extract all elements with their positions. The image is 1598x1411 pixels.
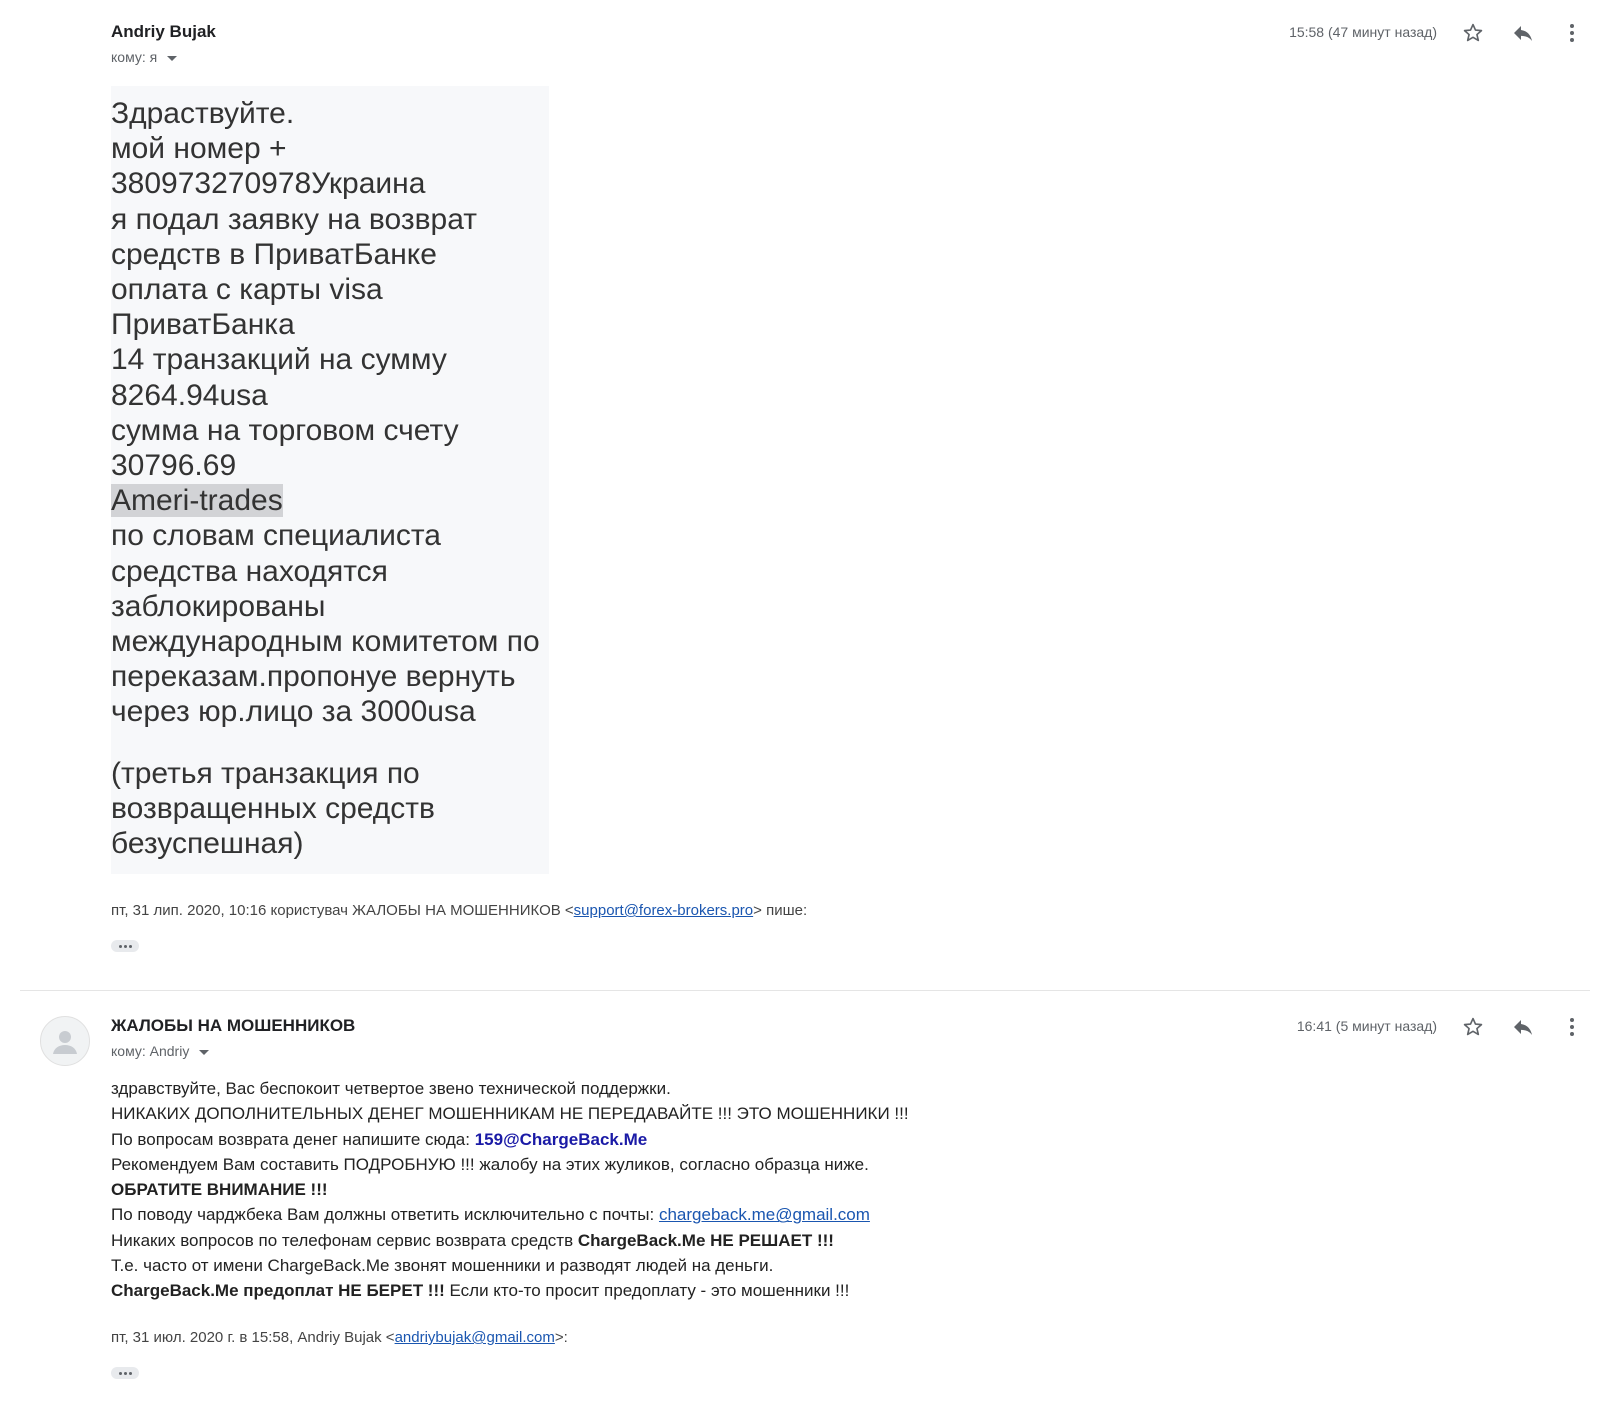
body-line: ПриватБанка xyxy=(111,308,295,342)
reply-button[interactable] xyxy=(1509,1013,1537,1041)
chargeback-email-link[interactable]: chargeback.me@gmail.com xyxy=(658,1205,870,1225)
more-vert-icon xyxy=(1569,1017,1575,1037)
attention-heading: ОБРАТИТЕ ВНИМАНИЕ !!! xyxy=(111,1180,328,1200)
body-line: 14 транзакций на сумму xyxy=(111,343,447,377)
body-line: средства находятся xyxy=(111,554,388,588)
body-line: я подал заявку на возврат xyxy=(111,202,477,236)
quote-header: пт, 31 июл. 2020 г. в 15:58, Andriy Bujak <andriybujak@gmail.com>: xyxy=(111,1329,568,1346)
sender-name: ЖАЛОБЫ НА МОШЕННИКОВ xyxy=(111,1016,356,1035)
body-line: 30796.69 xyxy=(111,449,237,483)
recipient-label: кому: я xyxy=(111,49,158,65)
star-icon xyxy=(1462,1016,1484,1038)
body-note-line: (третья транзакция по xyxy=(111,756,420,790)
star-button[interactable] xyxy=(1459,1013,1487,1041)
quote-email-link[interactable]: support@forex-brokers.pro xyxy=(573,902,754,919)
body-line: переказам.пропонуе вернуть xyxy=(111,660,516,694)
body-line: НИКАКИХ ДОПОЛНИТЕЛЬНЫХ ДЕНЕГ МОШЕННИКАМ НЕ ПЕРЕДАВАЙТЕ !!! ЭТО МОШЕННИКИ !!! xyxy=(111,1104,909,1124)
message-body xyxy=(111,1076,909,1304)
recipient-dropdown[interactable] xyxy=(111,1043,209,1059)
ellipsis-icon xyxy=(119,1372,122,1375)
support-email-link[interactable]: 159@ChargeBack.Me xyxy=(474,1129,648,1149)
body-line: Здраствуйте. xyxy=(111,97,295,130)
quote-email-link[interactable]: andriybujak@gmail.com xyxy=(394,1329,555,1346)
timestamp: 15:58 (47 минут назад) xyxy=(1289,24,1437,40)
body-note-line: безуспешная) xyxy=(111,827,304,861)
body-line: по словам специалиста xyxy=(111,519,441,553)
body-line: оплата с карты visa xyxy=(111,273,383,307)
avatar xyxy=(40,1016,90,1066)
more-options-button[interactable] xyxy=(1558,1013,1586,1041)
quote-header: пт, 31 лип. 2020, 10:16 користувач ЖАЛОБЫ НА МОШЕННИКОВ <support@forex-brokers.pro> пише: xyxy=(111,902,808,919)
body-line: здравствуйте, Вас беспокоит четвертое звено технической поддержки. xyxy=(111,1079,671,1098)
body-line: международным комитетом по xyxy=(111,625,540,659)
body-line: ChargeBack.Me предоплат НЕ БЕРЕТ !!! Если кто-то просит предоплату - это мошенники !!! xyxy=(111,1281,850,1301)
sender-name: Andriy Bujak xyxy=(111,22,216,41)
recipient-label: кому: Andriy xyxy=(111,1043,190,1059)
body-line: Никаких вопросов по телефонам сервис возврата средств ChargeBack.Me НЕ РЕШАЕТ !!! xyxy=(111,1230,834,1250)
body-line: Т.е. часто от имени ChargeBack.Me звонят мошенники и разводят людей на деньги. xyxy=(111,1256,774,1276)
avatar-person-icon xyxy=(41,1017,89,1065)
body-line: По поводу чарджбека Вам должны ответить исключительно с почты: chargeback.me@gmail.com xyxy=(111,1205,870,1225)
body-line: заблокированы xyxy=(111,589,326,623)
body-note-line: возвращенных средств xyxy=(111,791,435,825)
body-line: через юр.лицо за 3000usa xyxy=(111,695,476,729)
body-line: средств в ПриватБанке xyxy=(111,237,437,271)
body-line: сумма на торговом счету xyxy=(111,413,459,447)
show-trimmed-content-button[interactable] xyxy=(111,1367,139,1379)
body-line: По вопросам возврата денег напишите сюда: 159@ChargeBack.Me xyxy=(111,1129,648,1149)
body-line: 8264.94usa xyxy=(111,378,268,412)
body-line: Рекомендуем Вам составить ПОДРОБНУЮ !!! жалобу на этих жуликов, согласно образца ниже. xyxy=(111,1154,869,1174)
body-line: 380973270978Украина xyxy=(111,167,426,201)
timestamp: 16:41 (5 минут назад) xyxy=(1296,1018,1437,1034)
caret-down-icon xyxy=(199,1050,209,1055)
highlighted-text: Ameri-trades xyxy=(111,484,283,518)
body-line: мой номер + xyxy=(111,132,287,166)
reply-icon xyxy=(1511,1015,1535,1039)
